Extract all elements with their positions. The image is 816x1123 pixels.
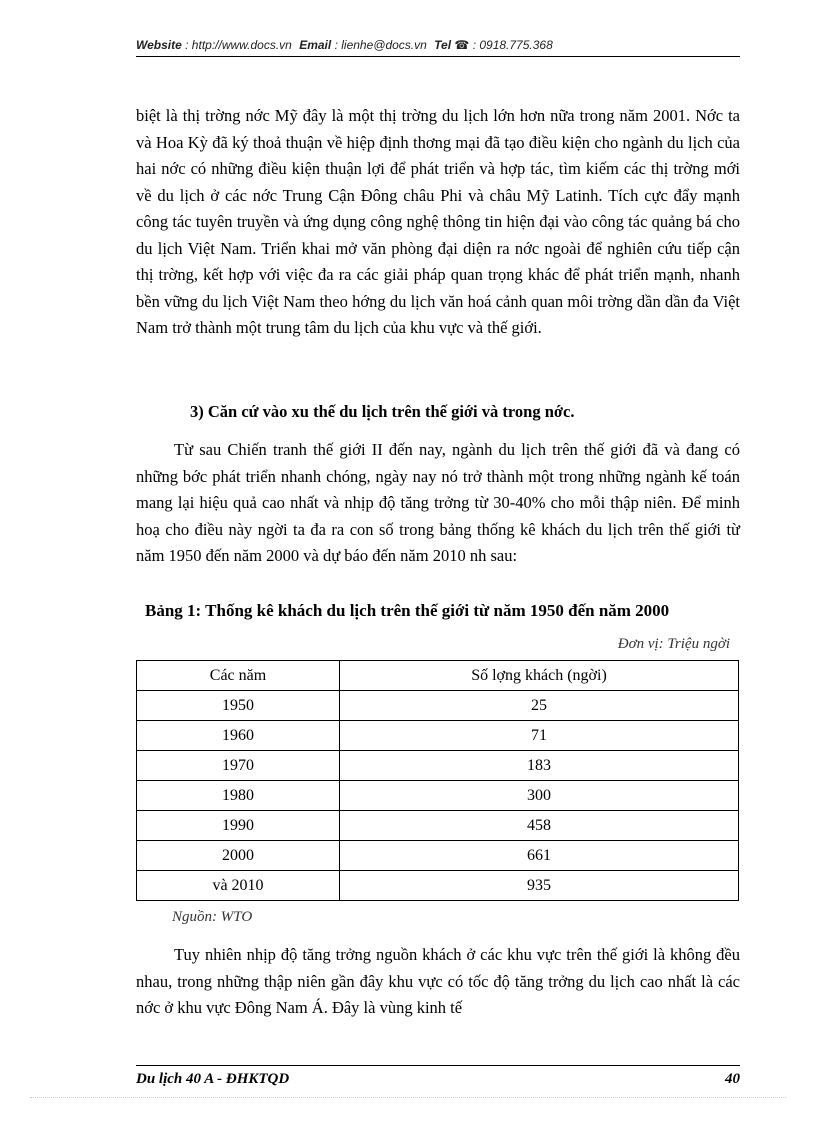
- website-url[interactable]: : http://www.docs.vn: [185, 38, 292, 52]
- table-row: [137, 691, 739, 721]
- paragraph-2: Từ sau Chiến tranh thế giới II đến nay, ngành du lịch trên thế giới đã và đang có những bớc phát triển nhanh chóng, ngày nay nó trở thành một trong những ngành kế toán mang lại hiệu quả cao nhất và nhịp độ tăng trởng từ 30-40% cho mỗi thập niên. Để minh hoạ cho điều này ngời ta đa ra con số trong bảng thống kê khách du lịch trên thế giới từ năm 1950 đến năm 2000 và dự báo đến năm 2010 nh sau:: [136, 440, 740, 565]
- visitors-cell: 300: [340, 781, 739, 811]
- year-cell: 1980: [137, 781, 340, 811]
- tel-label: Tel: [434, 38, 452, 52]
- visitors-cell: 183: [340, 751, 739, 781]
- page-bottom-dotted-line: [30, 1097, 786, 1098]
- email-address[interactable]: : lienhe@docs.vn: [334, 38, 427, 52]
- table-row: [137, 841, 739, 871]
- paragraph-1: biệt là thị trờng nớc Mỹ đây là một thị trờng du lịch lớn hơn nữa trong năm 2001. Nớc ta và Hoa Kỳ đã ký thoả thuận về hiệp định thơng mại đã tạo điều kiện cho ngành du lịch của hai nớc có những điều kiện thuận lợi để phát triển và hợp tác, tìm kiếm các thị trờng mới về du lịch ở các nớc Trung Cận Đông châu Phi và châu Mỹ Latinh. Tích cực đẩy mạnh công tác tuyên truyền và ứng dụng công nghệ thông tin hiện đại vào công tác quảng bá cho du lịch Việt Nam. Triển khai mở văn phòng đại diện ra nớc ngoài để nghiên cứu tiếp cận thị trờng, kết hợp với việc đa ra các giải pháp quan trọng khác để phát triển mạnh, nhanh bền vững du lịch Việt Nam theo hớng du lịch văn hoá cảnh quan môi trờng dần dần đa Việt Nam trở thành một trung tâm du lịch của khu vực và thế giới.: [136, 106, 740, 337]
- visitors-cell: 25: [340, 691, 739, 721]
- visitors-cell: 458: [340, 811, 739, 841]
- tel-number: : 0918.775.368: [472, 38, 553, 52]
- phone-icon: ☎: [454, 38, 470, 52]
- table-source: Nguồn: WTO: [172, 909, 253, 925]
- table-row: [137, 721, 739, 751]
- tourist-statistics-table: [136, 660, 739, 901]
- table-title: Bảng 1: Thống kê khách du lịch trên thế giới từ năm 1950 đến năm 2000: [145, 601, 670, 620]
- header-years: Các năm: [137, 661, 340, 691]
- year-cell: và 2010: [137, 871, 340, 901]
- page-number: 40: [725, 1071, 740, 1087]
- website-label: Website: [136, 38, 182, 52]
- year-cell: 1950: [137, 691, 340, 721]
- header-visitors: Số lợng khách (ngời): [340, 661, 739, 691]
- table-header-row: [137, 661, 739, 691]
- table-row: [137, 811, 739, 841]
- paragraph-3: Tuy nhiên nhịp độ tăng trởng nguồn khách ở các khu vực trên thế giới là không đều nhau, trong những thập niên gần đây khu vực có tốc độ tăng trởng du lịch cao nhất là các nớc ở khu vực Đông Nam Á. Đây là vùng kinh tế: [136, 945, 740, 1017]
- table-row: [137, 871, 739, 901]
- email-label: Email: [299, 38, 332, 52]
- year-cell: 2000: [137, 841, 340, 871]
- footer-divider: [136, 1065, 740, 1066]
- section-heading: 3) Căn cứ vào xu thế du lịch trên thế giới và trong nớc.: [190, 402, 575, 421]
- visitors-cell: 661: [340, 841, 739, 871]
- year-cell: 1970: [137, 751, 340, 781]
- visitors-cell: 71: [340, 721, 739, 751]
- table-row: [137, 751, 739, 781]
- header-divider: [136, 56, 740, 57]
- visitors-cell: 935: [340, 871, 739, 901]
- year-cell: 1990: [137, 811, 340, 841]
- year-cell: 1960: [137, 721, 340, 751]
- page-header: [136, 38, 740, 52]
- table-unit: Đơn vị: Triệu ngời: [617, 636, 730, 652]
- table-row: [137, 781, 739, 811]
- footer-course: Du lịch 40 A - ĐHKTQD: [136, 1071, 290, 1087]
